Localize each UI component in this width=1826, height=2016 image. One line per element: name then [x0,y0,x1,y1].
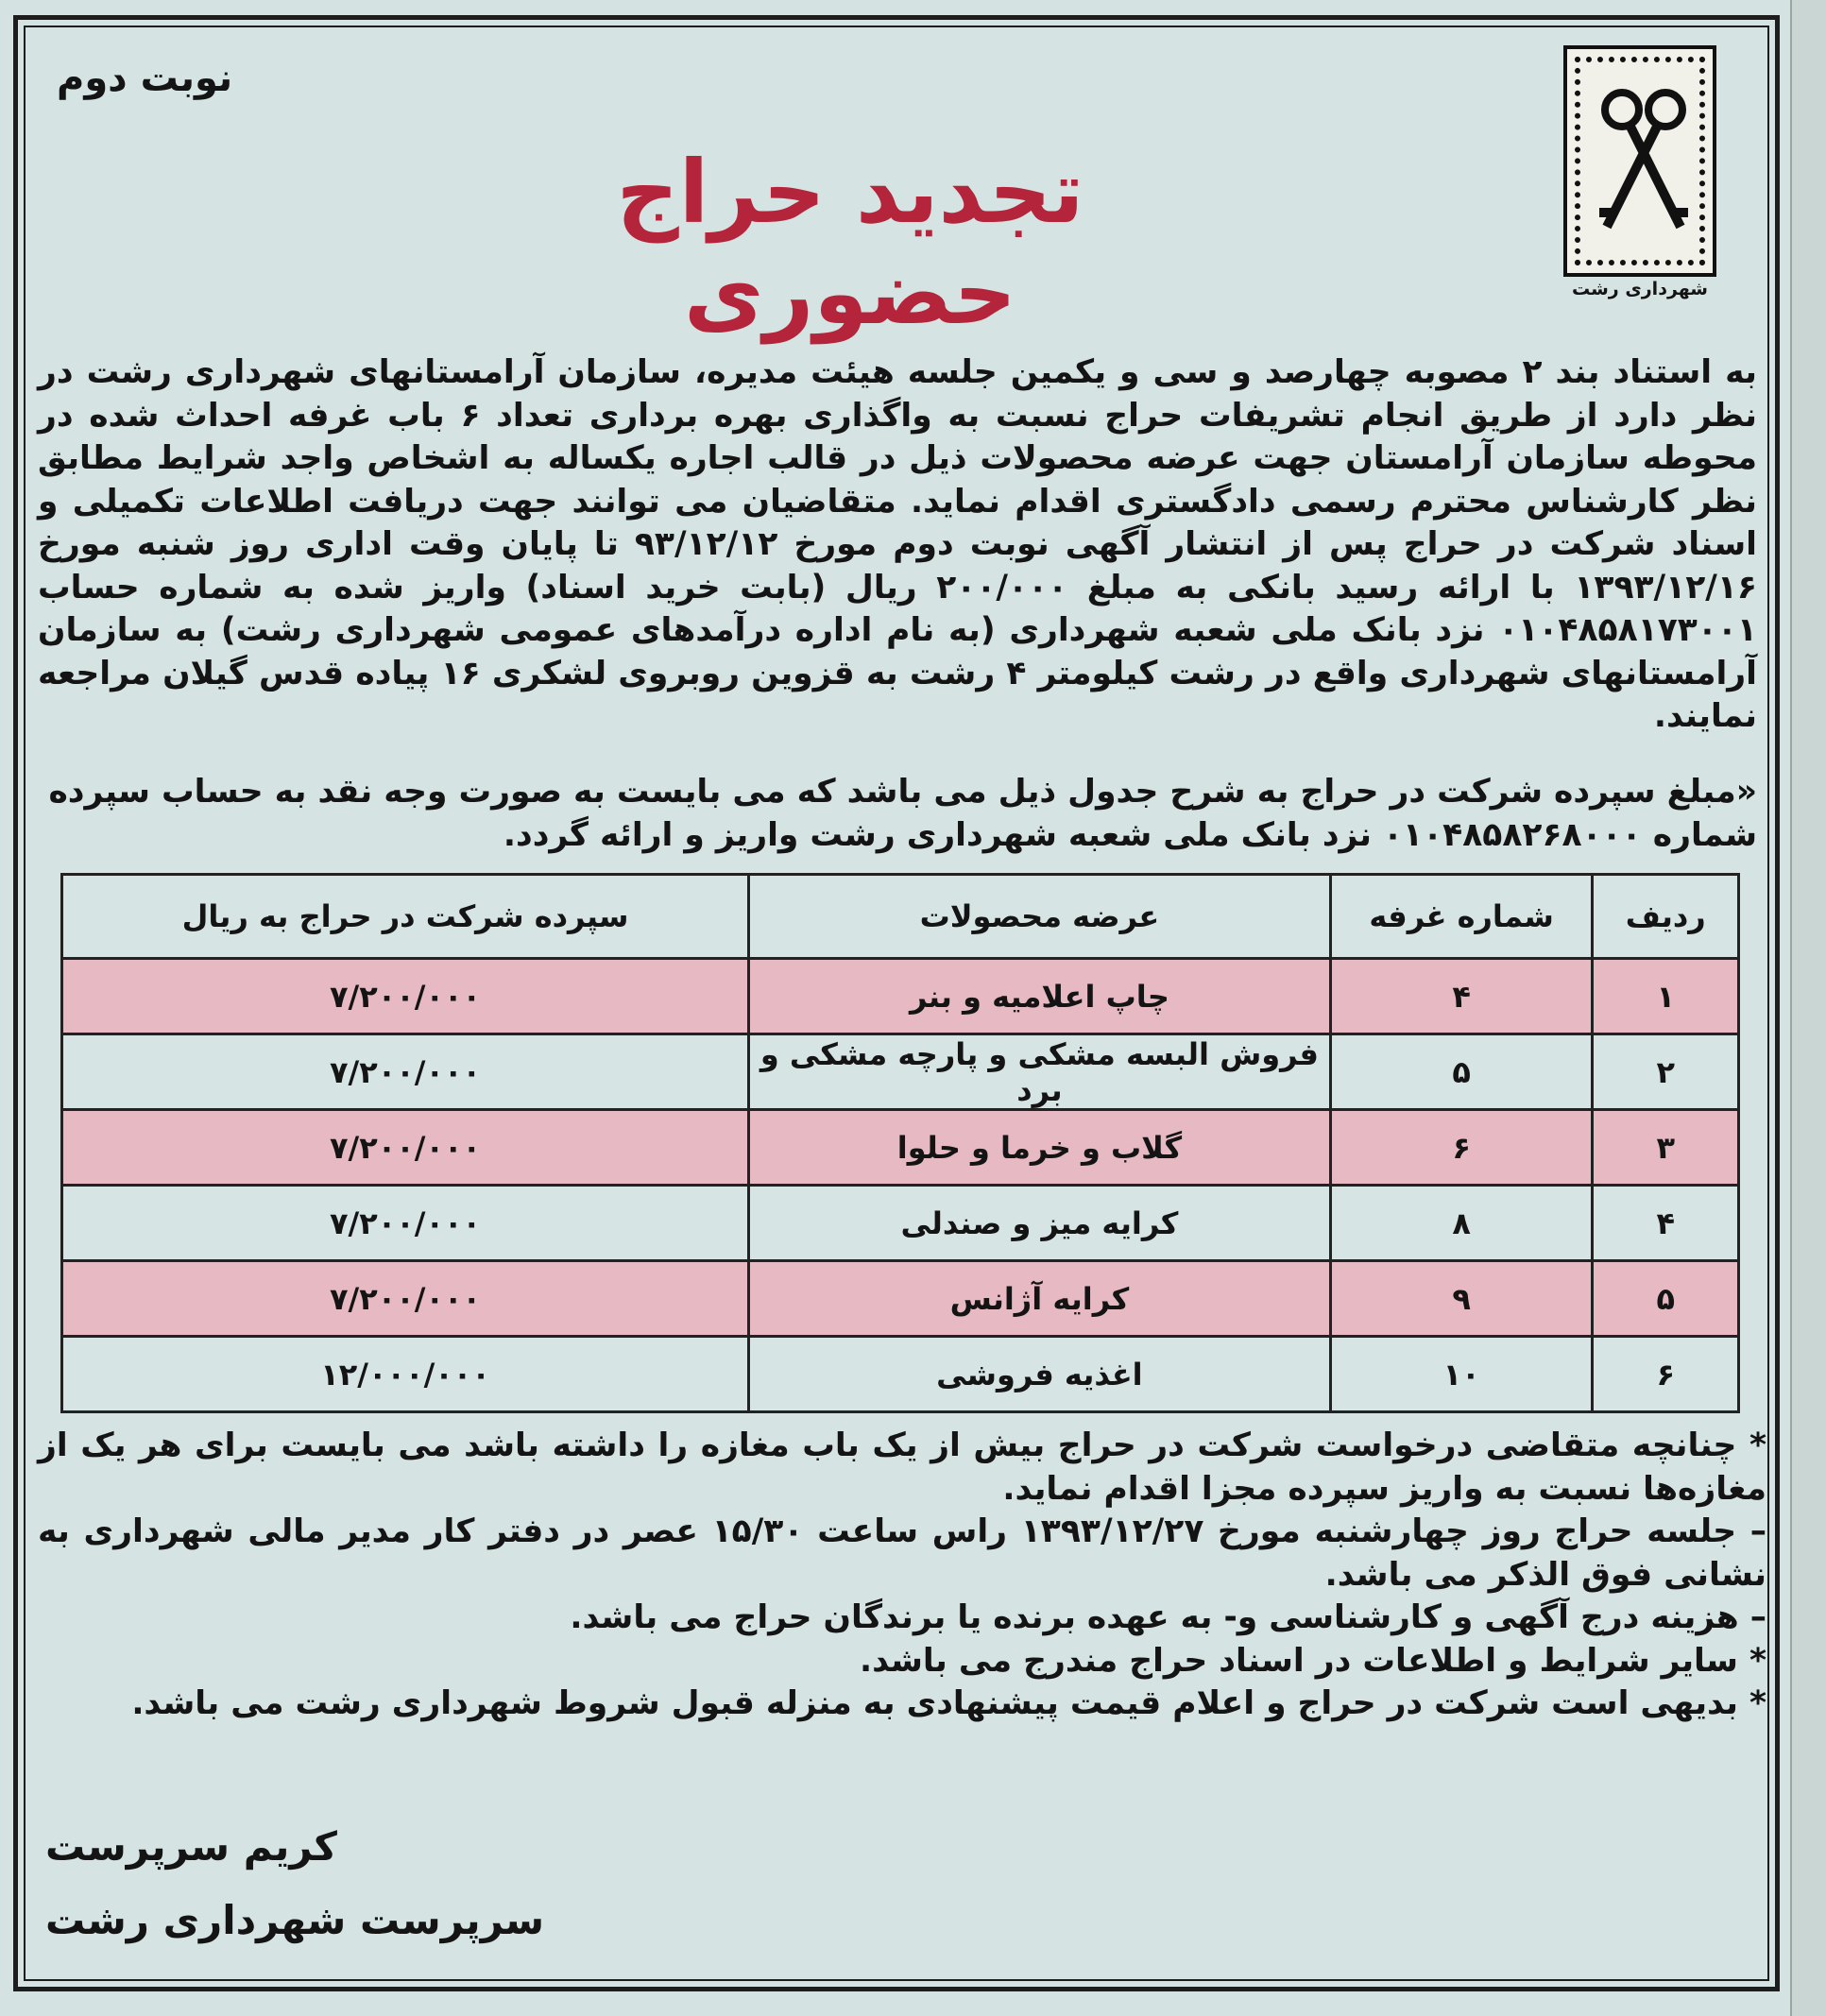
header-row-number: ردیف [1593,875,1739,959]
header-deposit: سپرده شرکت در حراج به ریال [62,875,749,959]
notes-section [38,1425,1766,1726]
municipality-logo [1563,45,1724,300]
logo-caption: شهرداری رشت [1571,279,1708,299]
note-item: – جلسه حراج روز چهارشنبه مورخ ۱۳۹۳/۱۲/۲۷ راس ساعت ۱۵/۳۰ عصر در دفتر کار مدیر مالی شهرداری به نشانی فوق الذکر می باشد. [38,1512,1766,1594]
table-row [62,1337,1739,1412]
cell-booth-number: ۴ [1330,959,1593,1034]
page-edge-strip [1790,0,1826,2016]
cell-product: اغذیه فروشی [749,1337,1331,1412]
cell-row-number: ۵ [1593,1261,1739,1337]
cell-product: کرایه میز و صندلی [749,1186,1331,1261]
cell-product: فروش البسه مشکی و پارچه مشکی و برد [749,1034,1331,1110]
notice-body: به استناد بند ۲ مصوبه چهارصد و سی و یکمین جلسه هیئت مدیره، سازمان آرامستانهای شهرداری رشت در نظر دارد از طریق انجام تشریفات حراج نسبت به واگذاری بهره برداری تعداد ۶ باب غرفه احداث شده در محوطه سازمان آرامستان جهت عرضه محصولات ذیل در قالب اجاره یکساله به اشخاص واجد شرایط مطابق نظر کارشناس محترم رسمی دادگستری اقدام نماید. متقاضیان می توانند جهت دریافت اطلاعات تکمیلی و اسناد شرکت در حراج پس از انتشار آگهی نوبت دوم مورخ ۹۳/۱۲/۱۲ تا پایان وقت اداری روز شنبه مورخ ۱۳۹۳/۱۲/۱۶ با ارائه رسید بانکی به مبلغ ۲۰۰/۰۰۰ ریال (بابت خرید اسناد) واریز شده به شماره حساب ۰۱۰۴۸۵۸۱۷۳۰۰۱ نزد بانک ملی شعبه شهرداری (به نام اداره درآمدهای عمومی شهرداری رشت) به سازمان آرامستانهای شهرداری واقع در رشت کیلومتر ۴ رشت به قزوین روبروی لشکری ۱۶ پیاده قدس گیلان مراجعه نمایند. [38,353,1757,735]
header-product: عرضه محصولات [749,875,1331,959]
cell-row-number: ۳ [1593,1110,1739,1186]
note-item: * سایر شرایط و اطلاعات در اسناد حراج مندرج می باشد. [859,1641,1766,1680]
cell-booth-number: ۱۰ [1330,1337,1593,1412]
cell-deposit: ۷/۲۰۰/۰۰۰ [62,1034,749,1110]
cell-deposit: ۷/۲۰۰/۰۰۰ [62,959,749,1034]
cell-row-number: ۱ [1593,959,1739,1034]
round-label: نوبت دوم [57,57,233,100]
cell-booth-number: ۹ [1330,1261,1593,1337]
booth-table [60,873,1740,1413]
cell-deposit: ۱۲/۰۰۰/۰۰۰ [62,1337,749,1412]
cell-product: کرایه آژانس [749,1261,1331,1337]
cell-deposit: ۷/۲۰۰/۰۰۰ [62,1110,749,1186]
note-item: – هزینه درج آگهی و کارشناسی و- به عهده برنده یا برندگان حراج می باشد. [570,1598,1766,1636]
cell-product: چاپ اعلامیه و بنر [749,959,1331,1034]
table-header-row [62,875,1739,959]
note-item: * چنانچه متقاضی درخواست شرکت در حراج بیش از یک باب مغازه را داشته باشد می بایست برای هر یک از مغازه‌ها نسبت به واریز سپرده مجزا اقدام نماید. [38,1427,1766,1508]
signer-name: کریم سرپرست [45,1823,337,1870]
table-row [62,1261,1739,1337]
cell-row-number: ۴ [1593,1186,1739,1261]
notice-title: تجدید حراج حضوری [616,142,1084,344]
note-item: * بدیهی است شرکت در حراج و اعلام قیمت پیشنهادی به منزله قبول شروط شهرداری رشت می باشد. [131,1684,1766,1722]
header-booth-number: شماره غرفه [1330,875,1593,959]
keys-emblem-icon [1563,45,1716,277]
table-row [62,1034,1739,1110]
cell-booth-number: ۶ [1330,1110,1593,1186]
table-row [62,959,1739,1034]
cell-product: گلاب و خرما و حلوا [749,1110,1331,1186]
deposit-note: «مبلغ سپرده شرکت در حراج به شرح جدول ذیل می باشد که می بایست به صورت وجه نقد به حساب سپرده شماره ۰۱۰۴۸۵۸۲۶۸۰۰۰ نزد بانک ملی شعبه شهرداری رشت واریز و ارائه گردد. [48,773,1757,854]
cell-booth-number: ۸ [1330,1186,1593,1261]
cell-row-number: ۲ [1593,1034,1739,1110]
table-row [62,1110,1739,1186]
cell-deposit: ۷/۲۰۰/۰۰۰ [62,1186,749,1261]
cell-row-number: ۶ [1593,1337,1739,1412]
signer-title: سرپرست شهرداری رشت [45,1897,545,1943]
table-row [62,1186,1739,1261]
cell-booth-number: ۵ [1330,1034,1593,1110]
cell-deposit: ۷/۲۰۰/۰۰۰ [62,1261,749,1337]
